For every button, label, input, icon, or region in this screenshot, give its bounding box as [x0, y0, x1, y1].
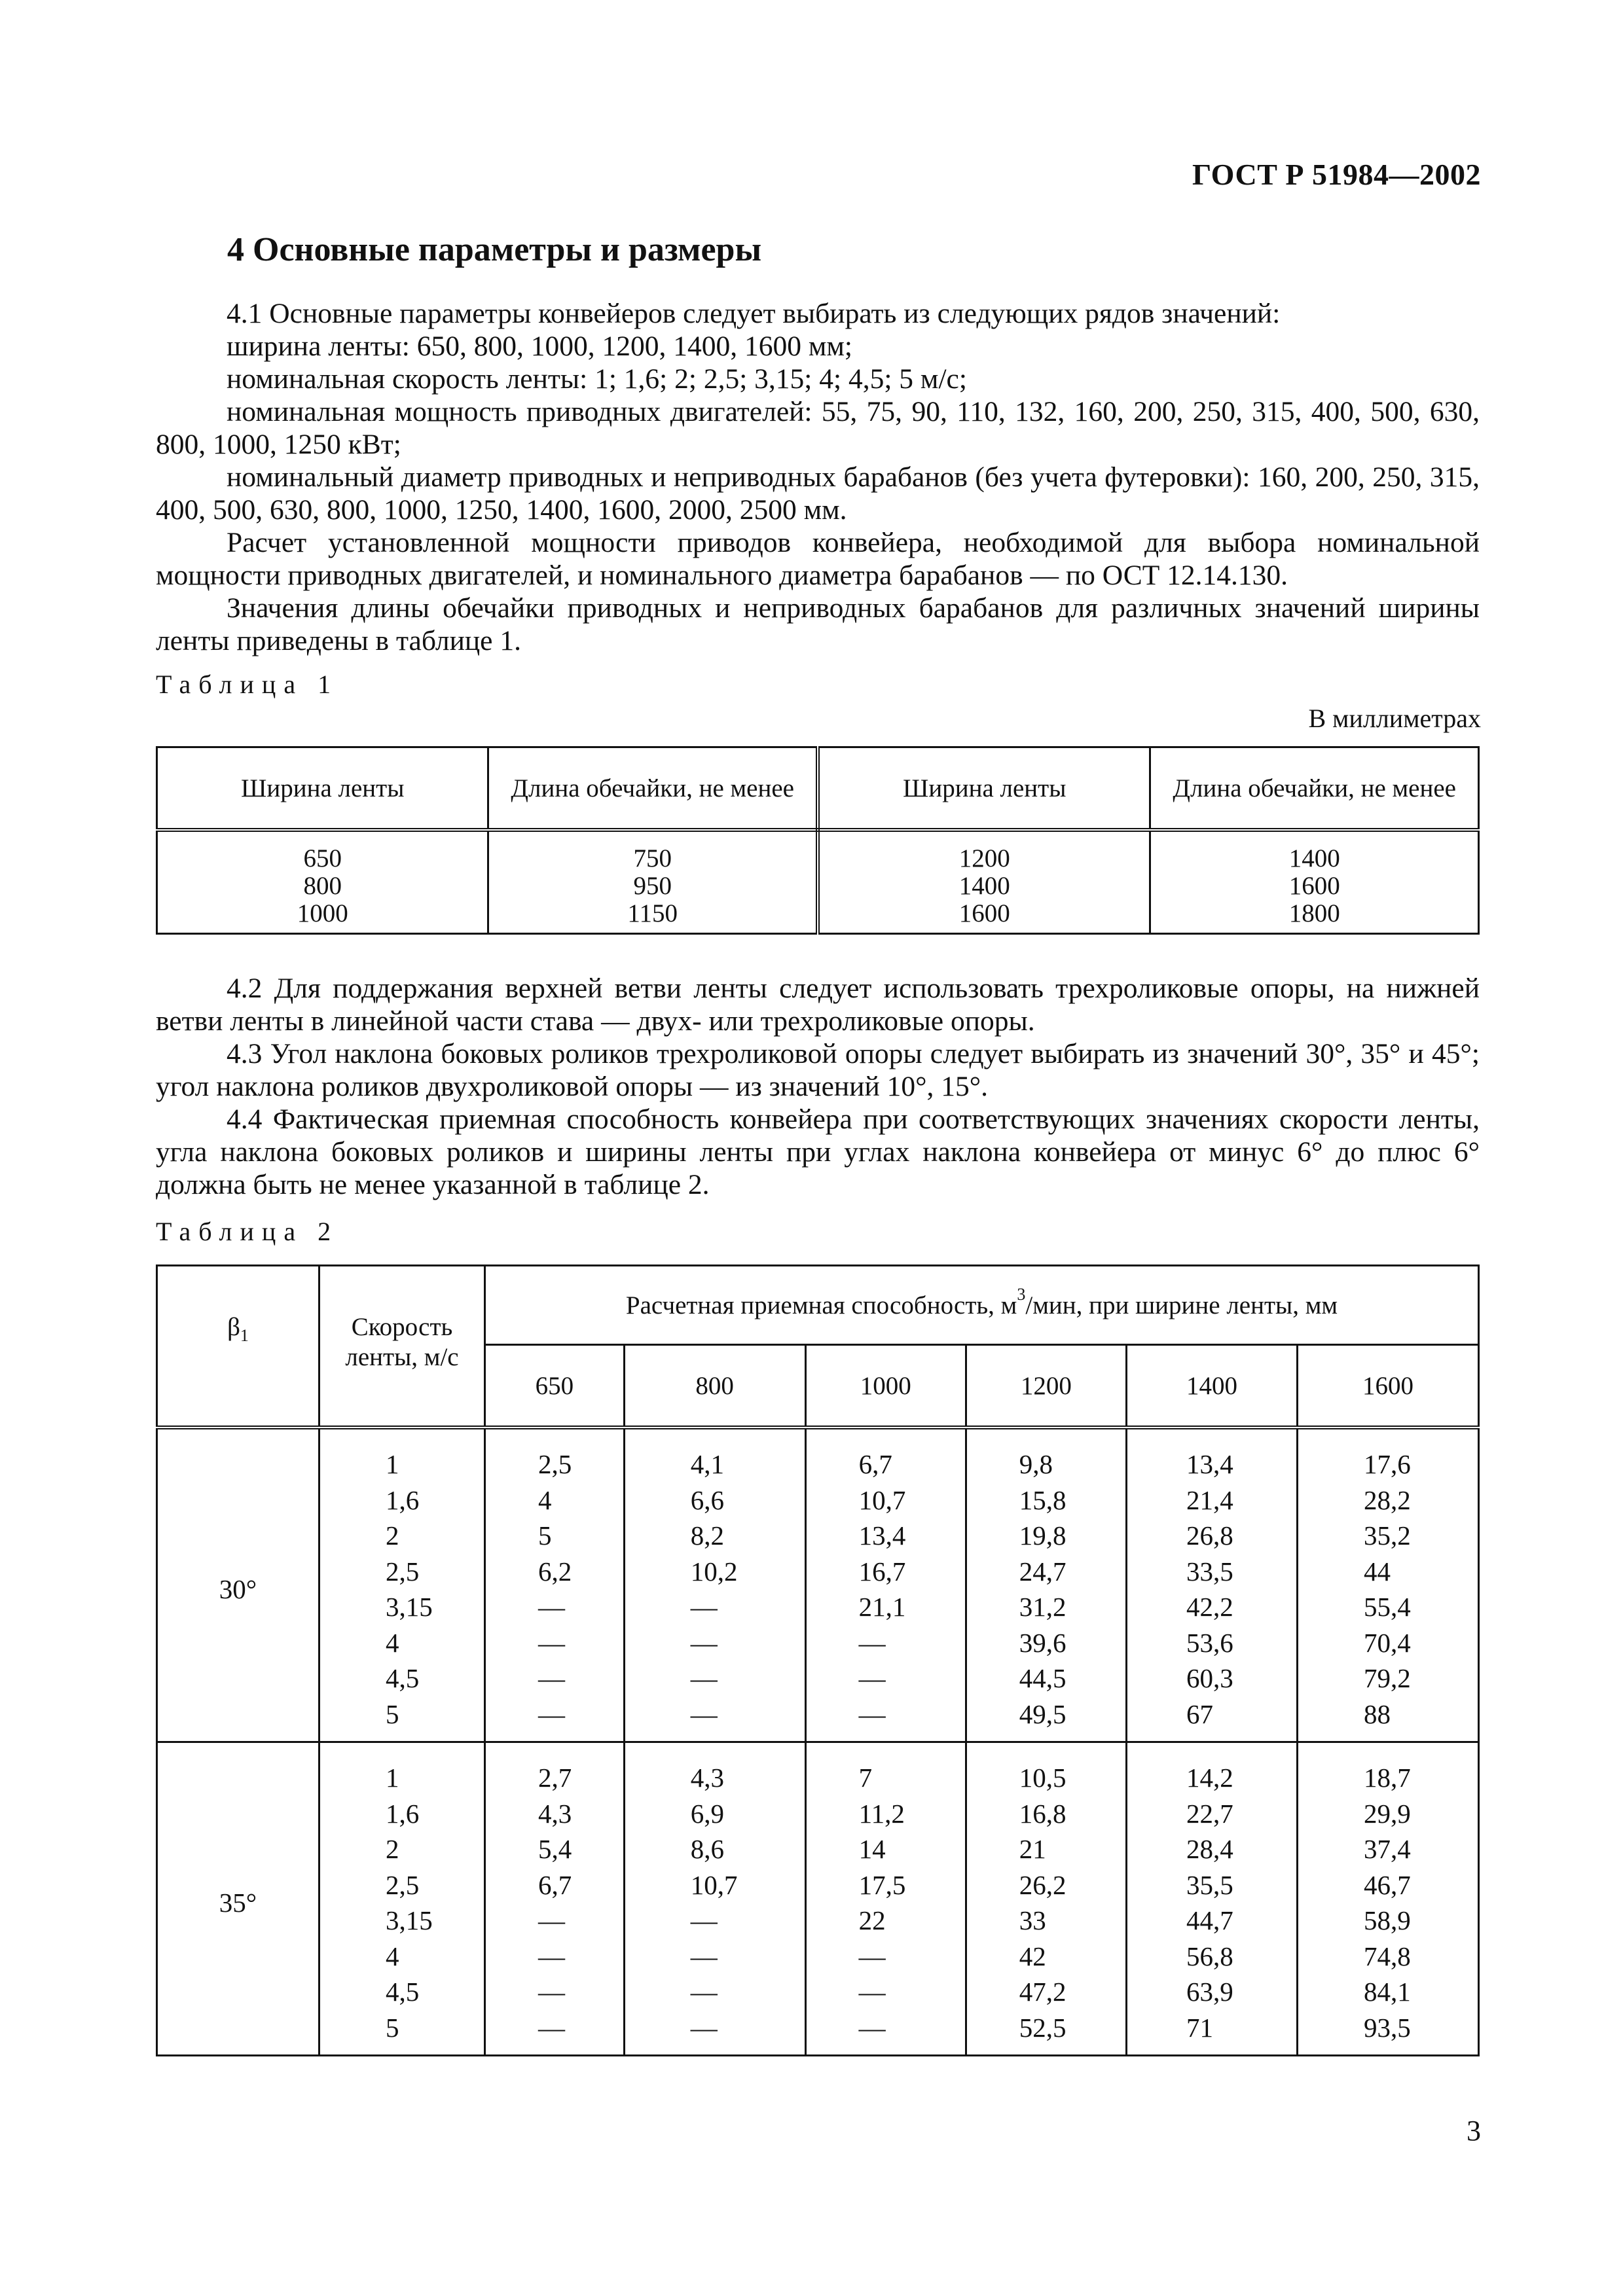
table-cell: —	[538, 1627, 565, 1658]
table-cell: 4,3	[690, 1763, 724, 1793]
capacity-column	[805, 1742, 966, 2056]
table-row	[157, 830, 1479, 934]
table-cell: 16,8	[1019, 1798, 1067, 1829]
table-cell: 17,6	[1364, 1449, 1411, 1479]
table-cell: —	[858, 1627, 886, 1658]
table-cell: 750	[633, 844, 672, 872]
table-cell: 1000	[297, 899, 348, 927]
table-cell: —	[690, 1698, 718, 1729]
table2-header-row	[157, 1266, 1479, 1345]
table-cell: 1400	[1288, 844, 1340, 872]
table-cell: —	[690, 1905, 718, 1935]
table-cell: 21	[1019, 1834, 1046, 1864]
capacity-header	[485, 1266, 1479, 1345]
table-cell: 49,5	[1019, 1698, 1067, 1729]
table-cell: 17,5	[858, 1869, 906, 1900]
table-cell: 44,5	[1019, 1663, 1067, 1693]
table-cell: —	[538, 1977, 565, 2007]
table1-column	[818, 830, 1150, 934]
table-cell: —	[690, 1941, 718, 1971]
table-cell: 19,8	[1019, 1520, 1067, 1551]
table-cell: —	[858, 1977, 886, 2007]
table-cell: 26,2	[1019, 1869, 1067, 1900]
table-cell: 2	[386, 1834, 399, 1864]
capacity-column	[1127, 1742, 1298, 2056]
table1	[156, 746, 1480, 935]
table-cell: —	[858, 1941, 886, 1971]
table-cell: 1600	[958, 899, 1010, 927]
table-cell: —	[538, 1663, 565, 1693]
table-cell: 33	[1019, 1905, 1046, 1935]
table-cell: 3,15	[386, 1905, 433, 1935]
table-cell: —	[538, 1905, 565, 1935]
table-cell: 5	[386, 2012, 399, 2043]
table-cell: 37,4	[1364, 1834, 1411, 1864]
table-cell: 800	[303, 872, 342, 900]
table-cell: 93,5	[1364, 2012, 1411, 2043]
capacity-column	[966, 1742, 1126, 2056]
paragraph-4-1: 4.1 Основные параметры конвейеров следует выбирать из следующих рядов значений:	[227, 298, 1281, 329]
capacity-column	[966, 1427, 1126, 1742]
paragraph-shell-length: Значения длины обечайки приводных и неприводных барабанов для различных значений ширины ленты приведены в таблице 1.	[156, 592, 1480, 656]
table-cell: 1400	[958, 872, 1010, 900]
table-cell: 1800	[1288, 899, 1340, 927]
table-cell: 10,7	[858, 1484, 906, 1515]
table-cell: 2,5	[386, 1869, 420, 1900]
table-cell: 1	[386, 1449, 399, 1479]
paragraph-motor-power: номинальная мощность приводных двигателей: 55, 75, 90, 110, 132, 160, 200, 250, 315, 400, 500, 630, 800, 1000, 1250 кВт;	[156, 396, 1480, 460]
table-cell: 11,2	[858, 1798, 905, 1829]
table-cell: 79,2	[1364, 1663, 1411, 1693]
table1-header-cell: Длина обечайки, не менее	[1150, 747, 1479, 831]
width-header-cell: 650	[485, 1345, 625, 1428]
table-cell: 6,7	[538, 1869, 572, 1900]
table-cell: 1	[386, 1763, 399, 1793]
table1-header-cell: Длина обечайки, не менее	[488, 747, 818, 831]
table-cell: 33,5	[1186, 1556, 1233, 1587]
table1-column	[488, 830, 818, 934]
table-cell: 4,5	[386, 1977, 420, 2007]
table1-header-row	[157, 747, 1479, 831]
section-title: 4 Основные параметры и размеры	[227, 231, 762, 268]
beta-subscript: 1	[240, 1325, 249, 1345]
table-cell: 6,7	[858, 1449, 892, 1479]
table-cell: —	[858, 1663, 886, 1693]
table-cell: 4	[538, 1484, 552, 1515]
speed-column	[319, 1427, 485, 1742]
table-cell: 60,3	[1186, 1663, 1233, 1693]
table-cell: —	[858, 2012, 886, 2043]
table-cell: 15,8	[1019, 1484, 1067, 1515]
paragraph-belt-width: ширина ленты: 650, 800, 1000, 1200, 1400, 1600 мм;	[227, 331, 853, 362]
table-cell: 4,3	[538, 1798, 572, 1829]
width-header-cell: 800	[624, 1345, 805, 1428]
capacity-header-text: Расчетная приемная способность, м	[625, 1291, 1017, 1319]
paragraph-power-calculation: Расчет установленной мощности приводов конвейера, необходимой для выбора номинальной мощности приводных двигателей, и номинального диаметра барабанов — по ОСТ 12.14.130.	[156, 527, 1480, 591]
table-row	[157, 1427, 1479, 1742]
table-cell: 4,5	[386, 1663, 420, 1693]
table-cell: 8,2	[690, 1520, 724, 1551]
table-cell: 35,5	[1186, 1869, 1233, 1900]
table-cell: 22,7	[1186, 1798, 1233, 1829]
table-cell: 13,4	[858, 1520, 906, 1551]
table-cell: 4	[386, 1627, 399, 1658]
beta-header	[157, 1266, 319, 1428]
table-cell: —	[690, 1663, 718, 1693]
table-cell: 10,2	[690, 1556, 738, 1587]
table-cell: 46,7	[1364, 1869, 1411, 1900]
document-code: ГОСТ Р 51984—2002	[1192, 158, 1481, 191]
table-cell: 7	[858, 1763, 873, 1793]
table-cell: 42	[1019, 1941, 1046, 1971]
capacity-column	[485, 1427, 625, 1742]
capacity-column	[624, 1427, 805, 1742]
paragraph-belt-speed: номинальная скорость ленты: 1; 1,6; 2; 2,5; 3,15; 4; 4,5; 5 м/с;	[227, 363, 967, 395]
table-cell: 6,2	[538, 1556, 572, 1587]
table-cell: 21,1	[858, 1592, 906, 1622]
table-cell: 10,5	[1019, 1763, 1067, 1793]
paragraph-4-3: 4.3 Угол наклона боковых роликов трехроликовой опоры следует выбирать из значений 30°, 35° и 45°; угол наклона роликов двухроликовой опоры — из значений 10°, 15°.	[156, 1038, 1480, 1102]
table-cell: 4,1	[690, 1449, 724, 1479]
table-cell: 53,6	[1186, 1627, 1233, 1658]
table-cell: 2,5	[538, 1449, 572, 1479]
table-cell: 4	[386, 1941, 399, 1971]
section-text-part-1	[156, 297, 1480, 657]
table-cell: 24,7	[1019, 1556, 1067, 1587]
table-cell: 70,4	[1364, 1627, 1411, 1658]
beta-symbol: β	[227, 1313, 240, 1341]
table1-header-cell: Ширина ленты	[157, 747, 488, 831]
table-cell: 42,2	[1186, 1592, 1233, 1622]
table-cell: 5,4	[538, 1834, 572, 1864]
capacity-column	[624, 1742, 805, 2056]
paragraph-4-4: 4.4 Фактическая приемная способность конвейера при соответствующих значениях скорости ленты, угла наклона боковых роликов и ширины ленты при углах наклона конвейера от минус 6° до плюс 6° должна быть не менее указанной в таблице 2.	[156, 1103, 1480, 1200]
table-cell: 71	[1186, 2012, 1213, 2043]
table-cell: 9,8	[1019, 1449, 1053, 1479]
table-cell: 55,4	[1364, 1592, 1411, 1622]
table-cell: 2,5	[386, 1556, 420, 1587]
table-cell: 1,6	[386, 1798, 420, 1829]
table-cell: 28,4	[1186, 1834, 1233, 1864]
table-cell: 26,8	[1186, 1520, 1233, 1551]
table-cell: 16,7	[858, 1556, 906, 1587]
page-number: 3	[1467, 2115, 1481, 2147]
table-cell: 31,2	[1019, 1592, 1067, 1622]
table-cell: 650	[303, 844, 342, 872]
width-header-cell: 1000	[805, 1345, 966, 1428]
table-cell: —	[538, 1941, 565, 1971]
table-cell: —	[690, 1627, 718, 1658]
table-cell: 14	[858, 1834, 886, 1864]
table1-column	[1150, 830, 1479, 934]
table-cell: 8,6	[690, 1834, 724, 1864]
table-cell: 3,15	[386, 1592, 433, 1622]
table-cell: 29,9	[1364, 1798, 1411, 1829]
table2	[156, 1265, 1480, 2056]
beta-cell: 30°	[157, 1427, 319, 1742]
table-cell: —	[538, 1592, 565, 1622]
table-cell: 35,2	[1364, 1520, 1411, 1551]
beta-cell: 35°	[157, 1742, 319, 2056]
table2-caption: Таблица 2	[156, 1217, 339, 1246]
capacity-column	[1298, 1742, 1479, 2056]
capacity-column	[1298, 1427, 1479, 1742]
table-cell: 6,6	[690, 1484, 724, 1515]
table-cell: 39,6	[1019, 1627, 1067, 1658]
capacity-header-text-end: /мин, при ширине ленты, мм	[1025, 1291, 1338, 1319]
table-cell: 1200	[958, 844, 1010, 872]
table-cell: 2	[386, 1520, 399, 1551]
table-cell: 10,7	[690, 1869, 738, 1900]
section-text-part-2	[156, 972, 1480, 1201]
table-cell: 1,6	[386, 1484, 420, 1515]
table-row	[157, 1742, 1479, 2056]
width-header-cell: 1400	[1127, 1345, 1298, 1428]
table-cell: 47,2	[1019, 1977, 1067, 2007]
table-cell: 52,5	[1019, 2012, 1067, 2043]
capacity-column	[805, 1427, 966, 1742]
width-header-cell: 1600	[1298, 1345, 1479, 1428]
table-cell: 13,4	[1186, 1449, 1233, 1479]
table-cell: 21,4	[1186, 1484, 1233, 1515]
table-cell: 6,9	[690, 1798, 724, 1829]
paragraph-drum-diameter: номинальный диаметр приводных и неприводных барабанов (без учета футеровки): 160, 200, 250, 315, 400, 500, 630, 800, 1000, 1250, 1400, 1600, 2000, 2500 мм.	[156, 461, 1480, 526]
width-header-cell: 1200	[966, 1345, 1126, 1428]
table-cell: —	[858, 1698, 886, 1729]
table-cell: 18,7	[1364, 1763, 1411, 1793]
table-cell: 28,2	[1364, 1484, 1411, 1515]
table-cell: —	[690, 2012, 718, 2043]
paragraph-4-2: 4.2 Для поддержания верхней ветви ленты следует использовать трехроликовые опоры, на нижней ветви ленты в линейной части става — двух- или трехроликовые опоры.	[156, 973, 1480, 1037]
table-cell: 84,1	[1364, 1977, 1411, 2007]
table1-caption: Таблица 1	[156, 670, 339, 699]
table-cell: —	[538, 2012, 565, 2043]
table-cell: 950	[633, 872, 672, 900]
speed-header: Скорость ленты, м/с	[319, 1266, 485, 1428]
speed-column	[319, 1742, 485, 2056]
table-cell: 2,7	[538, 1763, 572, 1793]
table-cell: 1600	[1288, 872, 1340, 900]
table-cell: 74,8	[1364, 1941, 1411, 1971]
table-cell: 88	[1364, 1698, 1391, 1729]
table-cell: 5	[538, 1520, 552, 1551]
capacity-header-superscript: 3	[1017, 1284, 1026, 1304]
table-cell: 67	[1186, 1698, 1213, 1729]
table-cell: 22	[858, 1905, 886, 1935]
table-cell: 5	[386, 1698, 399, 1729]
capacity-column	[1127, 1427, 1298, 1742]
table-cell: 56,8	[1186, 1941, 1233, 1971]
table-cell: 44	[1364, 1556, 1391, 1587]
table-cell: 63,9	[1186, 1977, 1233, 2007]
table-cell: 44,7	[1186, 1905, 1233, 1935]
table-cell: 14,2	[1186, 1763, 1233, 1793]
table-cell: —	[538, 1698, 565, 1729]
table1-header-cell: Ширина ленты	[818, 747, 1150, 831]
table-cell: 58,9	[1364, 1905, 1411, 1935]
table-cell: —	[690, 1977, 718, 2007]
capacity-column	[485, 1742, 625, 2056]
table1-column	[157, 830, 488, 934]
table-cell: 1150	[627, 899, 678, 927]
table1-units: В миллиметрах	[1308, 704, 1481, 733]
table-cell: —	[690, 1592, 718, 1622]
